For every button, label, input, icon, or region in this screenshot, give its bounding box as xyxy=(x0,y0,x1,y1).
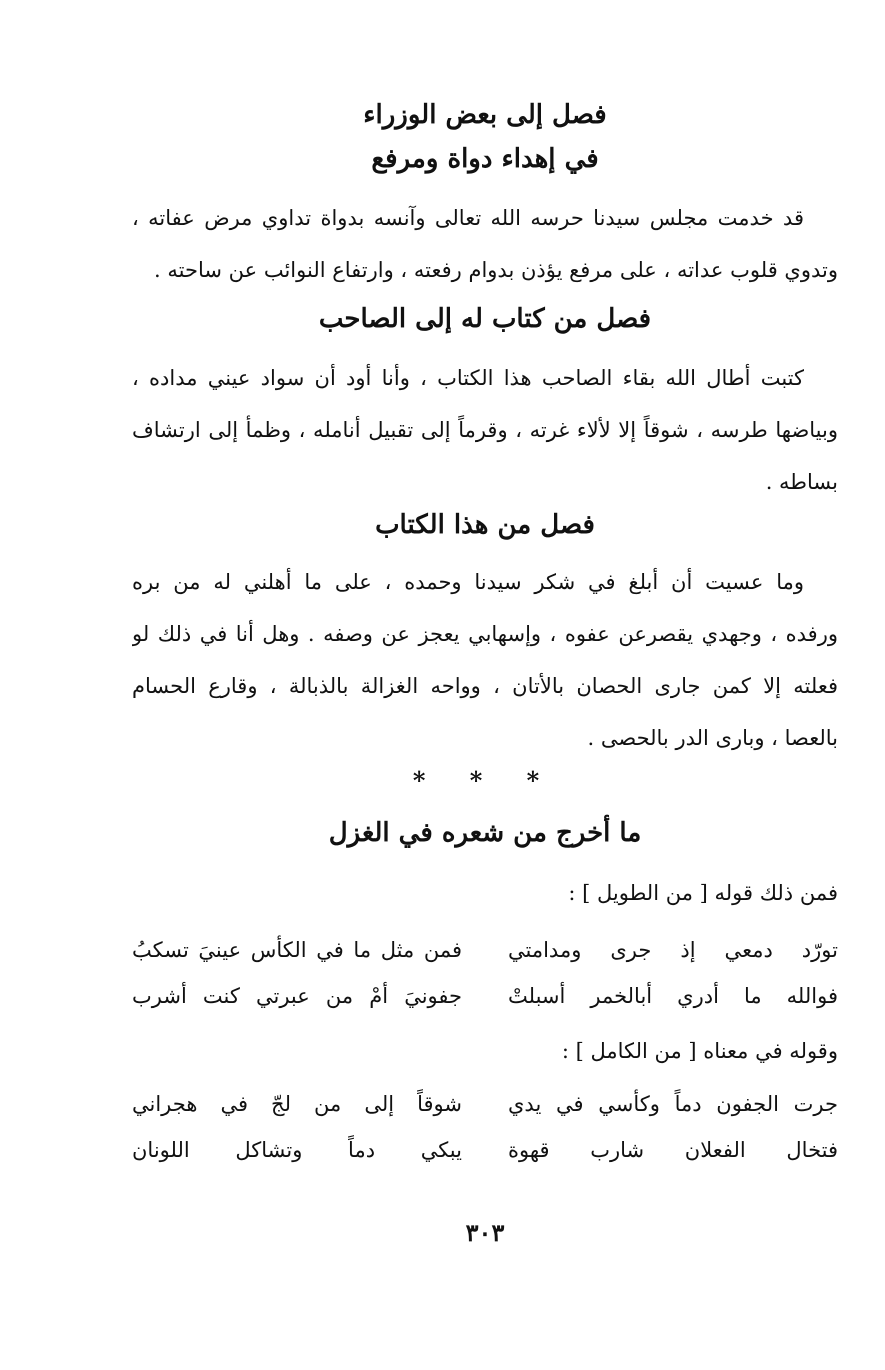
section-1-title-line-1: فصل إلى بعض الوزراء xyxy=(363,100,607,130)
verse-first-hemistich: فوالله ما أدري أبالخمر أسبلتْ xyxy=(508,984,838,1008)
paragraph-line: قد خدمت مجلس سيدنا حرسه الله تعالى وآنسه بدواة تداوي مرض عفاته ، xyxy=(132,206,804,230)
section-3-title: فصل من هذا الكتاب xyxy=(375,510,595,540)
verse-first-hemistich: فتخال الفعلان شارب قهوة xyxy=(508,1138,838,1162)
paragraph-line: وتدوي قلوب عداته ، على مرفع يؤذن بدوام رفعته ، وارتفاع النوائب عن ساحته . xyxy=(154,258,838,282)
poem-2-intro: وقوله في معناه [ من الكامل ] : xyxy=(561,1039,838,1063)
page-number: ٣٠٣ xyxy=(465,1218,505,1247)
paragraph-line: بساطه . xyxy=(765,470,838,494)
paragraph-line: فعلته إلا كمن جارى الحصان بالأتان ، وواحه الغزالة بالذبالة ، وقارع الحسام xyxy=(132,674,838,698)
poem-1-intro: فمن ذلك قوله [ من الطويل ] : xyxy=(568,881,838,905)
section-1-paragraph xyxy=(132,192,838,296)
verse-second-hemistich: جفونيَ أمْ من عبرتي كنت أشرب xyxy=(132,984,462,1008)
section-4-title: ما أخرج من شعره في الغزل xyxy=(328,818,642,848)
verse-line xyxy=(132,930,838,970)
verse-second-hemistich: يبكي دماً وتشاكل اللونان xyxy=(132,1138,462,1162)
paragraph-line: وما عسيت أن أبلغ في شكر سيدنا وحمده ، على ما أهلني له من بره xyxy=(132,570,804,594)
verse-line xyxy=(132,976,838,1016)
verse-first-hemistich: تورّد دمعي إذ جرى ومدامتي xyxy=(508,938,838,962)
verse-line xyxy=(132,1130,838,1170)
paragraph-line: ورفده ، وجهدي يقصرعن عفوه ، وإسهابي يعجز عن وصفه . وهل أنا في ذلك لو xyxy=(132,622,838,646)
book-page xyxy=(132,0,838,1370)
verse-first-hemistich: جرت الجفون دماً وكأسي في يدي xyxy=(508,1092,838,1116)
section-1-title-line-2: في إهداء دواة ومرفع xyxy=(371,144,599,174)
verse-second-hemistich: شوقاً إلى من لجّ في هجراني xyxy=(132,1092,462,1116)
section-3-paragraph xyxy=(132,556,838,764)
paragraph-line: كتبت أطال الله بقاء الصاحب هذا الكتاب ، وأنا أود أن سواد عيني مداده ، xyxy=(132,366,804,390)
section-separator: * * * xyxy=(412,766,558,795)
verse-second-hemistich: فمن مثل ما في الكأس عينيَ تسكبُ xyxy=(132,938,462,962)
paragraph-line: وبياضها طرسه ، شوقاً إلا لألاء غرته ، وقرماً إلى تقبيل أنامله ، وظمأ إلى ارتشاف xyxy=(132,418,838,442)
section-2-title: فصل من كتاب له إلى الصاحب xyxy=(318,304,652,334)
verse-line xyxy=(132,1084,838,1124)
section-2-paragraph xyxy=(132,352,838,508)
paragraph-line: بالعصا ، وبارى الدر بالحصى . xyxy=(587,726,838,750)
